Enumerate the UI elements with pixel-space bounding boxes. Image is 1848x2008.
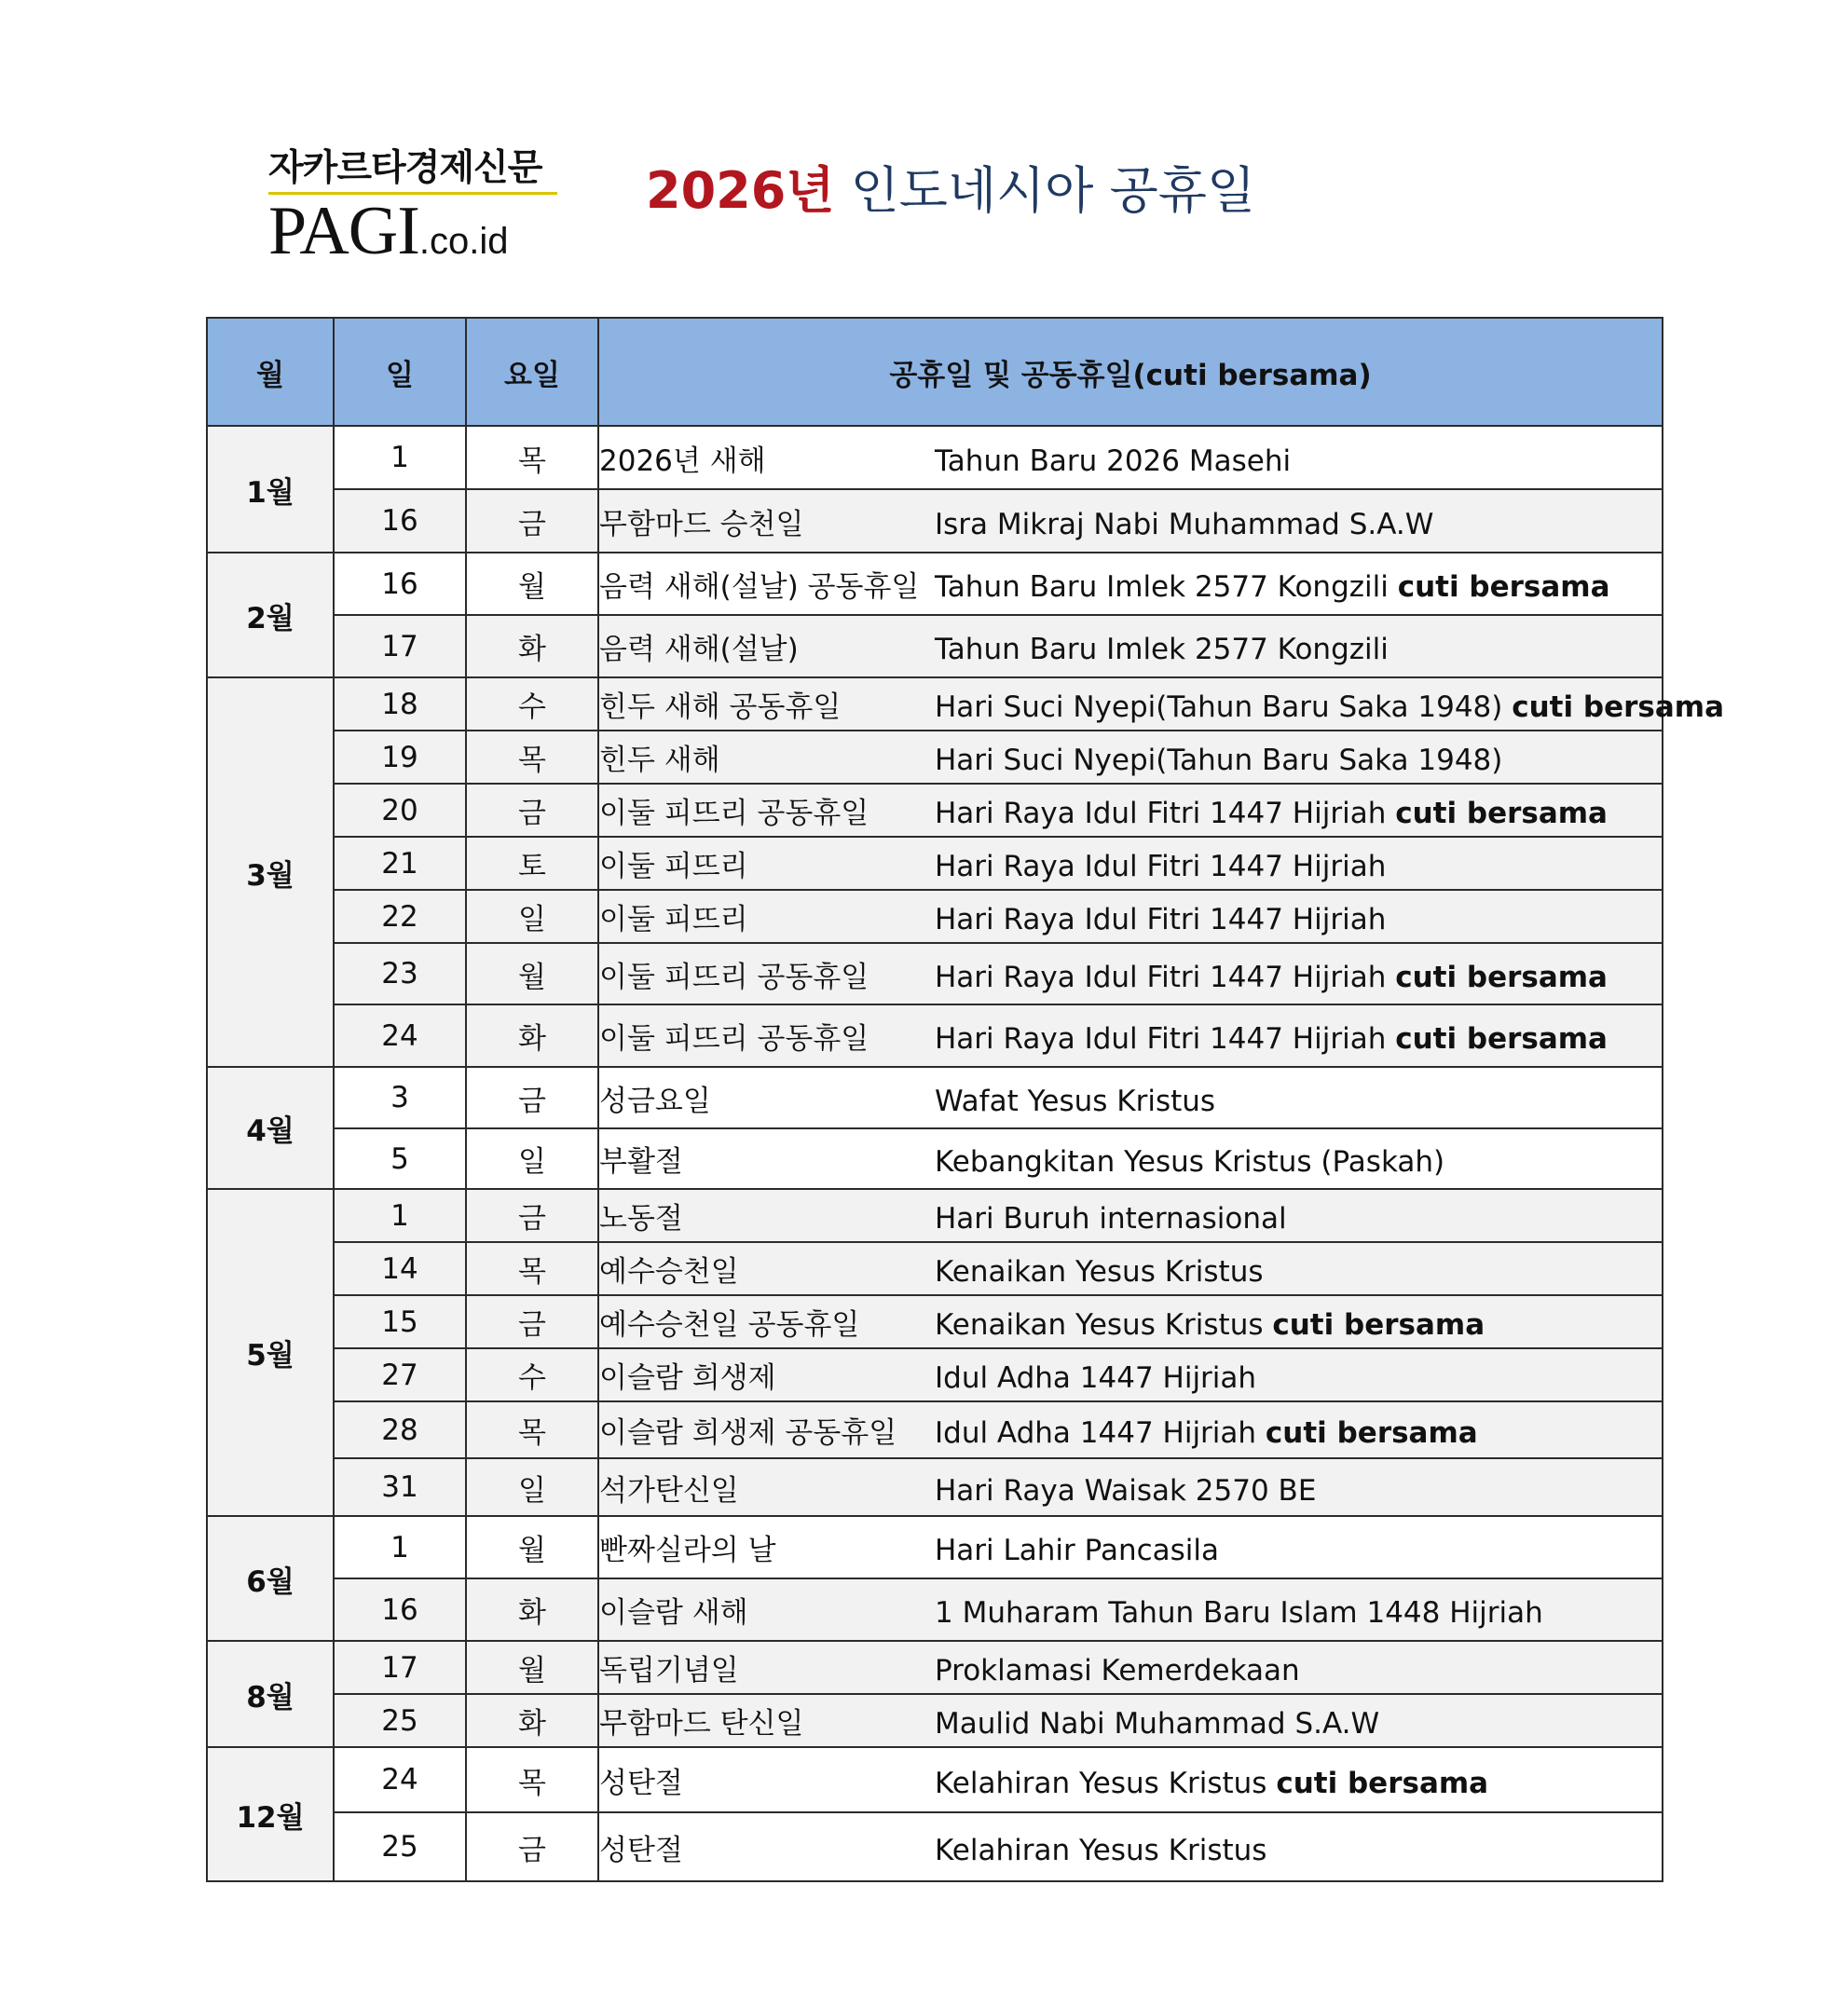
table-row — [207, 615, 1663, 677]
weekday-cell: 월 — [466, 1516, 598, 1578]
day-cell: 24 — [334, 1004, 466, 1067]
weekday-cell: 화 — [466, 1578, 598, 1641]
day-cell: 16 — [334, 1578, 466, 1641]
holiday-name-indonesian: Wafat Yesus Kristus — [935, 1084, 1216, 1118]
holiday-name-indonesian: Hari Raya Idul Fitri 1447 Hijriah — [935, 903, 1387, 936]
title-year: 2026년 — [646, 161, 835, 220]
weekday-cell: 월 — [466, 1641, 598, 1694]
holiday-name-korean: 노동절 — [599, 1202, 683, 1236]
month-cell: 1월 — [207, 426, 334, 553]
weekday-cell: 금 — [466, 784, 598, 837]
page-title — [646, 160, 1255, 222]
table-row — [207, 784, 1663, 837]
holiday-cell — [598, 426, 1663, 489]
table-body — [207, 426, 1725, 1881]
holiday-name-korean: 2026년 새해 — [599, 444, 766, 478]
cuti-bersama-label: cuti bersama — [1512, 690, 1725, 724]
month-cell: 8월 — [207, 1641, 334, 1747]
holiday-name-korean: 무함마드 승천일 — [599, 507, 804, 541]
table-row — [207, 837, 1663, 890]
holiday-cell — [598, 1458, 1663, 1516]
holiday-name-indonesian: Maulid Nabi Muhammad S.A.W — [935, 1707, 1380, 1741]
weekday-cell: 일 — [466, 890, 598, 943]
holiday-name-korean: 독립기념일 — [599, 1654, 739, 1687]
holiday-cell — [598, 943, 1663, 1004]
holiday-cell — [598, 1694, 1663, 1747]
weekday-cell: 수 — [466, 677, 598, 731]
table-row — [207, 890, 1663, 943]
holiday-name-indonesian: Hari Suci Nyepi(Tahun Baru Saka 1948) — [935, 690, 1513, 724]
day-cell: 19 — [334, 731, 466, 784]
pagi-logo — [268, 147, 567, 274]
table-row — [207, 677, 1663, 731]
logo-korean-name: 자카르타경제신문 — [268, 147, 542, 189]
table-header-row — [207, 318, 1663, 426]
weekday-cell: 토 — [466, 837, 598, 890]
holiday-name-indonesian: Kenaikan Yesus Kristus — [935, 1308, 1273, 1342]
table-row — [207, 489, 1663, 553]
holiday-name-indonesian: 1 Muharam Tahun Baru Islam 1448 Hijriah — [935, 1596, 1543, 1630]
holiday-cell — [598, 731, 1663, 784]
holiday-name-korean: 석가탄신일 — [599, 1473, 739, 1508]
weekday-cell: 목 — [466, 426, 598, 489]
table-row — [207, 1812, 1663, 1881]
holiday-cell — [598, 1295, 1663, 1348]
holiday-name-korean: 음력 새해(설날) — [599, 633, 799, 666]
weekday-cell: 일 — [466, 1458, 598, 1516]
day-cell: 5 — [334, 1128, 466, 1189]
day-cell: 17 — [334, 615, 466, 677]
holiday-name-indonesian: Kelahiran Yesus Kristus — [935, 1833, 1267, 1867]
weekday-cell: 금 — [466, 1189, 598, 1242]
day-cell: 16 — [334, 553, 466, 615]
holiday-name-indonesian: Idul Adha 1447 Hijriah — [935, 1416, 1266, 1450]
holiday-name-indonesian: Hari Raya Idul Fitri 1447 Hijriah — [935, 850, 1387, 883]
weekday-cell: 금 — [466, 1067, 598, 1128]
holiday-name-korean: 이슬람 희생제 공동휴일 — [599, 1416, 897, 1450]
weekday-cell: 목 — [466, 731, 598, 784]
day-cell: 25 — [334, 1694, 466, 1747]
holiday-cell — [598, 1747, 1663, 1812]
cuti-bersama-label: cuti bersama — [1395, 797, 1608, 830]
day-cell: 31 — [334, 1458, 466, 1516]
table-row — [207, 553, 1663, 615]
day-cell: 27 — [334, 1348, 466, 1401]
holiday-name-indonesian: Hari Suci Nyepi(Tahun Baru Saka 1948) — [935, 744, 1503, 777]
day-cell: 15 — [334, 1295, 466, 1348]
holiday-name-indonesian: Kebangkitan Yesus Kristus (Paskah) — [935, 1145, 1445, 1179]
holiday-cell — [598, 615, 1663, 677]
table-row — [207, 1401, 1663, 1458]
day-cell: 16 — [334, 489, 466, 553]
logo-domain: .co.id — [418, 221, 509, 262]
day-cell: 23 — [334, 943, 466, 1004]
holiday-name-indonesian: Tahun Baru 2026 Masehi — [935, 444, 1292, 478]
holiday-name-korean: 예수승천일 — [599, 1255, 739, 1289]
holiday-name-korean: 성탄절 — [599, 1766, 683, 1800]
holiday-name-indonesian: Proklamasi Kemerdekaan — [935, 1654, 1300, 1687]
holiday-name-indonesian: Tahun Baru Imlek 2577 Kongzili — [935, 633, 1389, 666]
holiday-name-indonesian: Hari Buruh internasional — [935, 1202, 1287, 1236]
month-cell: 5월 — [207, 1189, 334, 1516]
weekday-cell: 월 — [466, 943, 598, 1004]
table-row — [207, 1747, 1663, 1812]
title-text: 인도네시아 공휴일 — [850, 161, 1256, 220]
cuti-bersama-label: cuti bersama — [1272, 1308, 1485, 1342]
table-row — [207, 1242, 1663, 1295]
table-row — [207, 1578, 1663, 1641]
logo-brand — [268, 193, 567, 274]
holiday-name-korean: 성탄절 — [599, 1833, 683, 1867]
holiday-name-indonesian: Hari Raya Idul Fitri 1447 Hijriah — [935, 1022, 1396, 1056]
holiday-name-korean: 무함마드 탄신일 — [599, 1707, 804, 1741]
cuti-bersama-label: cuti bersama — [1395, 960, 1608, 994]
holiday-name-indonesian: Kelahiran Yesus Kristus — [935, 1766, 1277, 1800]
header-month: 월 — [207, 318, 334, 426]
weekday-cell: 화 — [466, 1004, 598, 1067]
table-row — [207, 1128, 1663, 1189]
table-row — [207, 943, 1663, 1004]
holiday-name-korean: 이둘 피뜨리 — [599, 850, 748, 883]
holiday-name-korean: 예수승천일 공동휴일 — [599, 1308, 860, 1342]
weekday-cell: 금 — [466, 1812, 598, 1881]
weekday-cell: 월 — [466, 553, 598, 615]
holiday-cell — [598, 1242, 1663, 1295]
day-cell: 1 — [334, 1189, 466, 1242]
day-cell: 21 — [334, 837, 466, 890]
cuti-bersama-label: cuti bersama — [1265, 1416, 1478, 1450]
table-row — [207, 426, 1663, 489]
holiday-name-korean: 이둘 피뜨리 공동휴일 — [599, 797, 869, 830]
holiday-cell — [598, 1067, 1663, 1128]
table-row — [207, 1348, 1663, 1401]
month-cell: 4월 — [207, 1067, 334, 1189]
weekday-cell: 화 — [466, 1694, 598, 1747]
cuti-bersama-label: cuti bersama — [1276, 1766, 1489, 1800]
weekday-cell: 화 — [466, 615, 598, 677]
holiday-name-korean: 부활절 — [599, 1145, 683, 1179]
holiday-name-korean: 이둘 피뜨리 — [599, 903, 748, 936]
weekday-cell: 목 — [466, 1242, 598, 1295]
month-cell: 3월 — [207, 677, 334, 1067]
holiday-cell — [598, 1812, 1663, 1881]
holiday-cell — [598, 1401, 1663, 1458]
holiday-cell — [598, 1516, 1663, 1578]
day-cell: 17 — [334, 1641, 466, 1694]
holiday-name-indonesian: Hari Raya Idul Fitri 1447 Hijriah — [935, 797, 1396, 830]
day-cell: 24 — [334, 1747, 466, 1812]
holiday-name-korean: 힌두 새해 — [599, 744, 720, 777]
holiday-cell — [598, 553, 1663, 615]
holiday-name-indonesian: Idul Adha 1447 Hijriah — [935, 1361, 1257, 1395]
day-cell: 3 — [334, 1067, 466, 1128]
table-row — [207, 1694, 1663, 1747]
weekday-cell: 목 — [466, 1747, 598, 1812]
holiday-name-indonesian: Kenaikan Yesus Kristus — [935, 1255, 1264, 1289]
table-row — [207, 1295, 1663, 1348]
day-cell: 25 — [334, 1812, 466, 1881]
weekday-cell: 금 — [466, 489, 598, 553]
table-row — [207, 1004, 1663, 1067]
holiday-cell — [598, 837, 1663, 890]
holiday-cell — [598, 1189, 1663, 1242]
weekday-cell: 일 — [466, 1128, 598, 1189]
cuti-bersama-label: cuti bersama — [1397, 570, 1610, 604]
day-cell: 1 — [334, 426, 466, 489]
month-cell: 6월 — [207, 1516, 334, 1641]
holiday-name-korean: 이슬람 희생제 — [599, 1361, 776, 1395]
holiday-name-indonesian: Hari Lahir Pancasila — [935, 1534, 1220, 1567]
holiday-name-indonesian: Isra Mikraj Nabi Muhammad S.A.W — [935, 507, 1434, 541]
header-day: 일 — [334, 318, 466, 426]
weekday-cell: 금 — [466, 1295, 598, 1348]
table-row — [207, 1189, 1663, 1242]
holiday-cell — [598, 890, 1663, 943]
weekday-cell: 수 — [466, 1348, 598, 1401]
holiday-name-korean: 힌두 새해 공동휴일 — [599, 690, 842, 724]
header-holiday: 공휴일 및 공동휴일(cuti bersama) — [598, 318, 1663, 426]
holiday-table — [206, 317, 1725, 1882]
day-cell: 14 — [334, 1242, 466, 1295]
month-cell: 2월 — [207, 553, 334, 677]
holiday-cell — [598, 1128, 1663, 1189]
weekday-cell: 목 — [466, 1401, 598, 1458]
table-row — [207, 731, 1663, 784]
day-cell: 18 — [334, 677, 466, 731]
table-row — [207, 1641, 1663, 1694]
holiday-name-indonesian: Tahun Baru Imlek 2577 Kongzili — [935, 570, 1398, 604]
day-cell: 20 — [334, 784, 466, 837]
holiday-cell — [598, 489, 1663, 553]
table-row — [207, 1067, 1663, 1128]
holiday-cell — [598, 1578, 1663, 1641]
header-weekday: 요일 — [466, 318, 598, 426]
holiday-name-korean: 이슬람 새해 — [599, 1596, 748, 1630]
holiday-name-korean: 성금요일 — [599, 1084, 711, 1118]
holiday-cell — [598, 1348, 1663, 1401]
logo-brand-text: PAGI — [268, 193, 419, 269]
holiday-cell — [598, 1004, 1663, 1067]
holiday-cell — [598, 1641, 1663, 1694]
day-cell: 22 — [334, 890, 466, 943]
holiday-cell — [598, 677, 1725, 731]
holiday-name-indonesian: Hari Raya Idul Fitri 1447 Hijriah — [935, 960, 1396, 994]
cuti-bersama-label: cuti bersama — [1395, 1022, 1608, 1056]
holiday-name-korean: 이둘 피뜨리 공동휴일 — [599, 960, 869, 994]
holiday-cell — [598, 784, 1663, 837]
table-row — [207, 1458, 1663, 1516]
day-cell: 28 — [334, 1401, 466, 1458]
month-cell: 12월 — [207, 1747, 334, 1881]
holiday-name-korean: 이둘 피뜨리 공동휴일 — [599, 1022, 869, 1056]
day-cell: 1 — [334, 1516, 466, 1578]
holiday-name-indonesian: Hari Raya Waisak 2570 BE — [935, 1473, 1317, 1508]
holiday-name-korean: 빤짜실라의 날 — [599, 1534, 776, 1567]
table-row — [207, 1516, 1663, 1578]
holiday-name-korean: 음력 새해(설날) 공동휴일 — [599, 570, 920, 604]
